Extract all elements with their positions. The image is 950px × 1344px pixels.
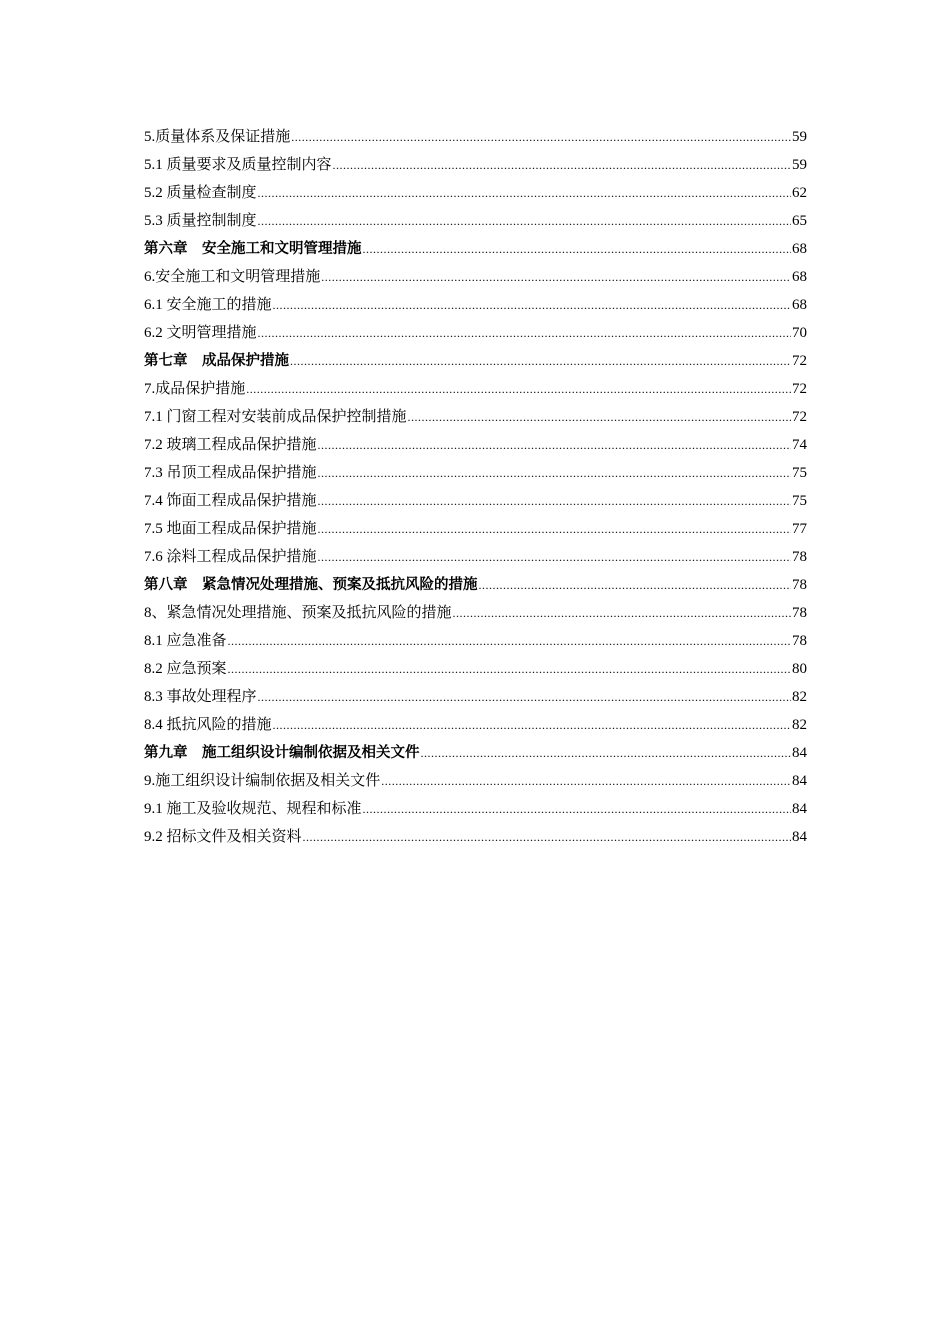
toc-entry-page: 75	[792, 493, 807, 509]
toc-entry-page: 68	[792, 241, 807, 257]
toc-entry[interactable]	[144, 655, 807, 683]
toc-entry-page: 78	[792, 605, 807, 621]
toc-leader-dots	[318, 487, 791, 515]
toc-entry[interactable]	[144, 291, 807, 319]
toc-entry[interactable]	[144, 683, 807, 711]
toc-entry[interactable]	[144, 767, 807, 795]
toc-leader-dots	[408, 403, 791, 431]
toc-leader-dots	[381, 767, 791, 795]
toc-entry[interactable]	[144, 263, 807, 291]
toc-entry-title: 7.4 饰面工程成品保护措施	[144, 493, 317, 509]
toc-leader-dots	[290, 347, 791, 375]
toc-leader-dots	[258, 683, 791, 711]
toc-entry-page: 80	[792, 661, 807, 677]
toc-leader-dots	[318, 431, 791, 459]
toc-entry-page: 72	[792, 381, 807, 397]
toc-leader-dots	[333, 151, 791, 179]
toc-entry-page: 70	[792, 325, 807, 341]
toc-entry[interactable]	[144, 431, 807, 459]
toc-leader-dots	[258, 319, 791, 347]
toc-chapter-title: 第六章 安全施工和文明管理措施	[144, 241, 362, 257]
toc-entry[interactable]	[144, 207, 807, 235]
toc-entry-title: 6.2 文明管理措施	[144, 325, 257, 341]
toc-chapter-title: 第七章 成品保护措施	[144, 353, 289, 369]
toc-entry[interactable]	[144, 151, 807, 179]
toc-entry-page: 72	[792, 409, 807, 425]
toc-entry[interactable]	[144, 627, 807, 655]
toc-entry-title: 8、紧急情况处理措施、预案及抵抗风险的措施	[144, 605, 452, 621]
toc-entry-title: 7.2 玻璃工程成品保护措施	[144, 437, 317, 453]
toc-entry-title: 7.5 地面工程成品保护措施	[144, 521, 317, 537]
toc-chapter-title: 第八章 紧急情况处理措施、预案及抵抗风险的措施	[144, 577, 478, 593]
toc-leader-dots	[421, 739, 792, 767]
toc-entry[interactable]	[144, 515, 807, 543]
toc-leader-dots	[228, 655, 791, 683]
toc-entry-page: 59	[792, 157, 807, 173]
toc-entry-page: 78	[792, 549, 807, 565]
toc-entry-title: 6.安全施工和文明管理措施	[144, 269, 321, 285]
toc-entry[interactable]	[144, 795, 807, 823]
toc-entry-title: 9.1 施工及验收规范、规程和标准	[144, 801, 362, 817]
toc-chapter-entry[interactable]	[144, 347, 807, 375]
toc-entry-page: 72	[792, 353, 807, 369]
toc-entry-page: 59	[792, 129, 807, 145]
toc-entry-page: 78	[792, 577, 807, 593]
toc-chapter-entry[interactable]	[144, 739, 807, 767]
toc-entry-title: 7.成品保护措施	[144, 381, 246, 397]
toc-entry-title: 6.1 安全施工的措施	[144, 297, 272, 313]
toc-entry-page: 84	[792, 745, 807, 761]
toc-entry-title: 5.质量体系及保证措施	[144, 129, 291, 145]
toc-leader-dots	[363, 235, 792, 263]
toc-leader-dots	[258, 207, 791, 235]
toc-entry[interactable]	[144, 403, 807, 431]
toc-entry[interactable]	[144, 711, 807, 739]
toc-chapter-title: 第九章 施工组织设计编制依据及相关文件	[144, 745, 420, 761]
toc-leader-dots	[318, 543, 791, 571]
toc-leader-dots	[291, 123, 791, 151]
toc-entry-page: 84	[792, 801, 807, 817]
toc-entry-page: 68	[792, 297, 807, 313]
toc-entry-title: 8.1 应急准备	[144, 633, 227, 649]
toc-entry-title: 8.3 事故处理程序	[144, 689, 257, 705]
toc-entry[interactable]	[144, 179, 807, 207]
toc-entry-title: 5.3 质量控制制度	[144, 213, 257, 229]
toc-entry-page: 74	[792, 437, 807, 453]
toc-entry-title: 7.6 涂料工程成品保护措施	[144, 549, 317, 565]
toc-leader-dots	[228, 627, 791, 655]
toc-entry[interactable]	[144, 459, 807, 487]
toc-chapter-entry[interactable]	[144, 235, 807, 263]
toc-entry[interactable]	[144, 487, 807, 515]
toc-entry-page: 62	[792, 185, 807, 201]
toc-entry-title: 9.2 招标文件及相关资料	[144, 829, 302, 845]
toc-leader-dots	[479, 571, 792, 599]
toc-leader-dots	[318, 459, 791, 487]
toc-entry-page: 68	[792, 269, 807, 285]
toc-entry-title: 8.2 应急预案	[144, 661, 227, 677]
toc-leader-dots	[273, 711, 791, 739]
toc-entry-page: 78	[792, 633, 807, 649]
toc-leader-dots	[258, 179, 791, 207]
toc-leader-dots	[246, 375, 791, 403]
toc-leader-dots	[303, 823, 791, 851]
toc-entry[interactable]	[144, 375, 807, 403]
toc-entry-page: 75	[792, 465, 807, 481]
toc-entry-page: 82	[792, 717, 807, 733]
toc-entry-title: 5.1 质量要求及质量控制内容	[144, 157, 332, 173]
toc-chapter-entry[interactable]	[144, 571, 807, 599]
toc-entry-title: 8.4 抵抗风险的措施	[144, 717, 272, 733]
toc-entry-page: 65	[792, 213, 807, 229]
toc-leader-dots	[318, 515, 791, 543]
toc-entry[interactable]	[144, 319, 807, 347]
toc-entry-page: 84	[792, 773, 807, 789]
toc-leader-dots	[273, 291, 791, 319]
toc-entry-page: 82	[792, 689, 807, 705]
toc-entry-title: 9.施工组织设计编制依据及相关文件	[144, 773, 381, 789]
toc-entry-title: 7.3 吊顶工程成品保护措施	[144, 465, 317, 481]
toc-leader-dots	[321, 263, 791, 291]
toc-leader-dots	[363, 795, 791, 823]
toc-entry-title: 7.1 门窗工程对安装前成品保护控制措施	[144, 409, 407, 425]
toc-entry[interactable]	[144, 543, 807, 571]
toc-leader-dots	[453, 599, 791, 627]
toc-entry-page: 77	[792, 521, 807, 537]
toc-entry-page: 84	[792, 829, 807, 845]
toc-entry[interactable]	[144, 599, 807, 627]
toc-entry[interactable]	[144, 123, 807, 151]
toc-entry-title: 5.2 质量检查制度	[144, 185, 257, 201]
toc-entry[interactable]	[144, 823, 807, 851]
table-of-contents	[144, 123, 807, 851]
